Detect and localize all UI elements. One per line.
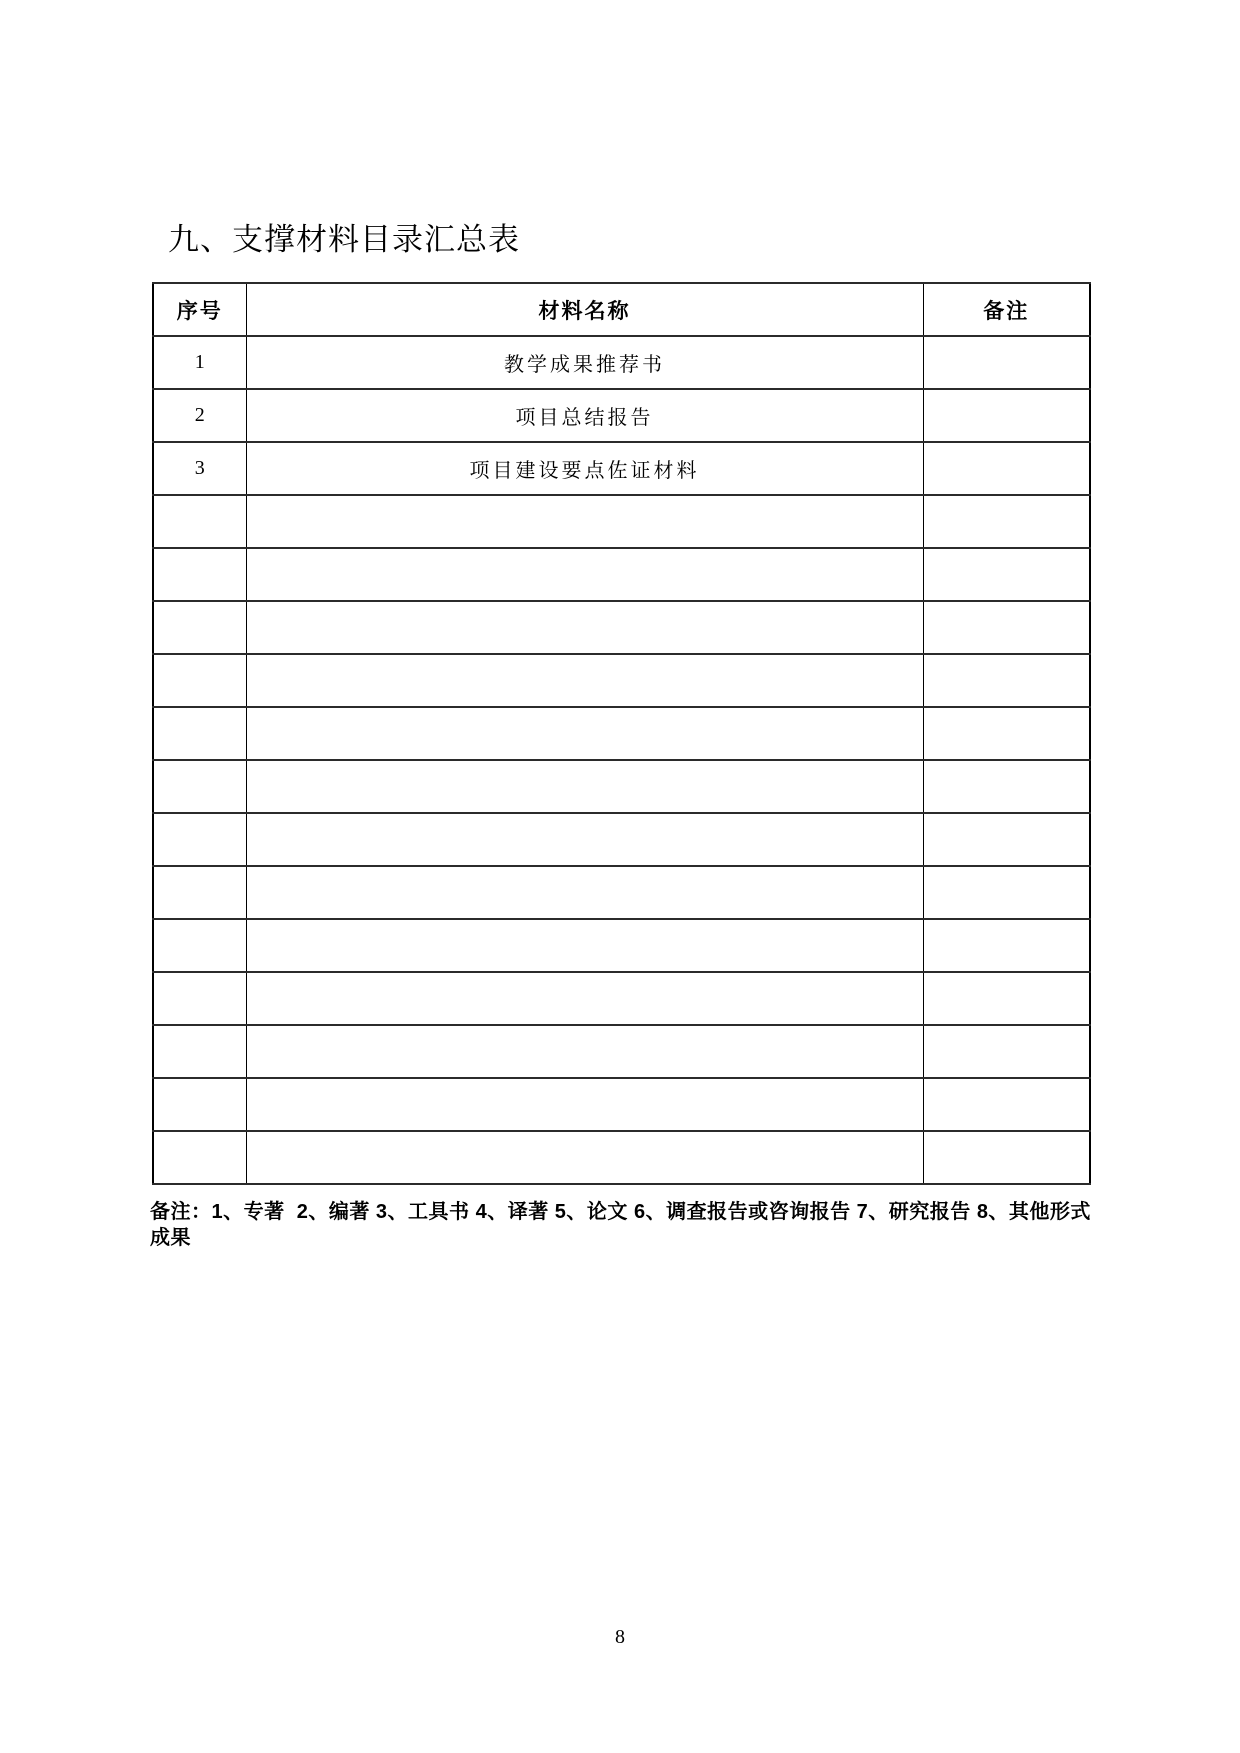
table-row <box>153 654 1090 707</box>
cell-remark <box>923 972 1090 1025</box>
cell-index <box>153 601 246 654</box>
footnote: 备注：1、专著 2、编著 3、工具书 4、译著 5、论文 6、调查报告或咨询报告 7、研究报告 8、其他形式成果 <box>150 1201 1091 1249</box>
cell-name: 教学成果推荐书 <box>246 336 923 389</box>
cell-index: 1 <box>153 336 246 389</box>
cell-remark <box>923 866 1090 919</box>
cell-remark <box>923 389 1090 442</box>
table-header-row <box>153 283 1090 336</box>
cell-name <box>246 972 923 1025</box>
cell-index <box>153 1025 246 1078</box>
table-body <box>153 336 1090 1184</box>
page-number: 8 <box>615 1626 625 1648</box>
table-row <box>153 601 1090 654</box>
cell-index <box>153 1078 246 1131</box>
cell-name <box>246 813 923 866</box>
cell-name: 项目建设要点佐证材料 <box>246 442 923 495</box>
table-row <box>153 1078 1090 1131</box>
table-row <box>153 1025 1090 1078</box>
cell-remark <box>923 654 1090 707</box>
cell-index <box>153 707 246 760</box>
table-row <box>153 389 1090 442</box>
cell-index <box>153 654 246 707</box>
cell-name <box>246 1025 923 1078</box>
cell-index: 3 <box>153 442 246 495</box>
cell-name <box>246 495 923 548</box>
cell-name <box>246 1131 923 1184</box>
cell-index <box>153 760 246 813</box>
cell-index <box>153 548 246 601</box>
cell-name <box>246 654 923 707</box>
page-title: 九、支撑材料目录汇总表 <box>168 222 520 257</box>
table-row <box>153 1131 1090 1184</box>
column-header-name: 材料名称 <box>246 283 923 336</box>
cell-remark <box>923 1131 1090 1184</box>
cell-remark <box>923 548 1090 601</box>
cell-remark <box>923 760 1090 813</box>
table-row <box>153 813 1090 866</box>
table-row <box>153 548 1090 601</box>
cell-name <box>246 548 923 601</box>
cell-name: 项目总结报告 <box>246 389 923 442</box>
cell-index <box>153 495 246 548</box>
cell-name <box>246 1078 923 1131</box>
table-row <box>153 972 1090 1025</box>
cell-name <box>246 866 923 919</box>
materials-table <box>152 282 1091 1185</box>
column-header-remark: 备注 <box>923 283 1090 336</box>
cell-remark <box>923 1078 1090 1131</box>
cell-name <box>246 919 923 972</box>
table-row <box>153 866 1090 919</box>
cell-index <box>153 866 246 919</box>
cell-name <box>246 760 923 813</box>
table-row <box>153 919 1090 972</box>
cell-index <box>153 813 246 866</box>
cell-remark <box>923 336 1090 389</box>
table-row <box>153 442 1090 495</box>
cell-remark <box>923 919 1090 972</box>
cell-index <box>153 972 246 1025</box>
cell-name <box>246 601 923 654</box>
cell-remark <box>923 601 1090 654</box>
cell-remark <box>923 1025 1090 1078</box>
table-row <box>153 760 1090 813</box>
cell-name <box>246 707 923 760</box>
column-header-index: 序号 <box>153 283 246 336</box>
cell-remark <box>923 442 1090 495</box>
cell-remark <box>923 707 1090 760</box>
cell-index: 2 <box>153 389 246 442</box>
cell-remark <box>923 495 1090 548</box>
cell-remark <box>923 813 1090 866</box>
table-row <box>153 707 1090 760</box>
cell-index <box>153 919 246 972</box>
table-row <box>153 336 1090 389</box>
table-row <box>153 495 1090 548</box>
cell-index <box>153 1131 246 1184</box>
